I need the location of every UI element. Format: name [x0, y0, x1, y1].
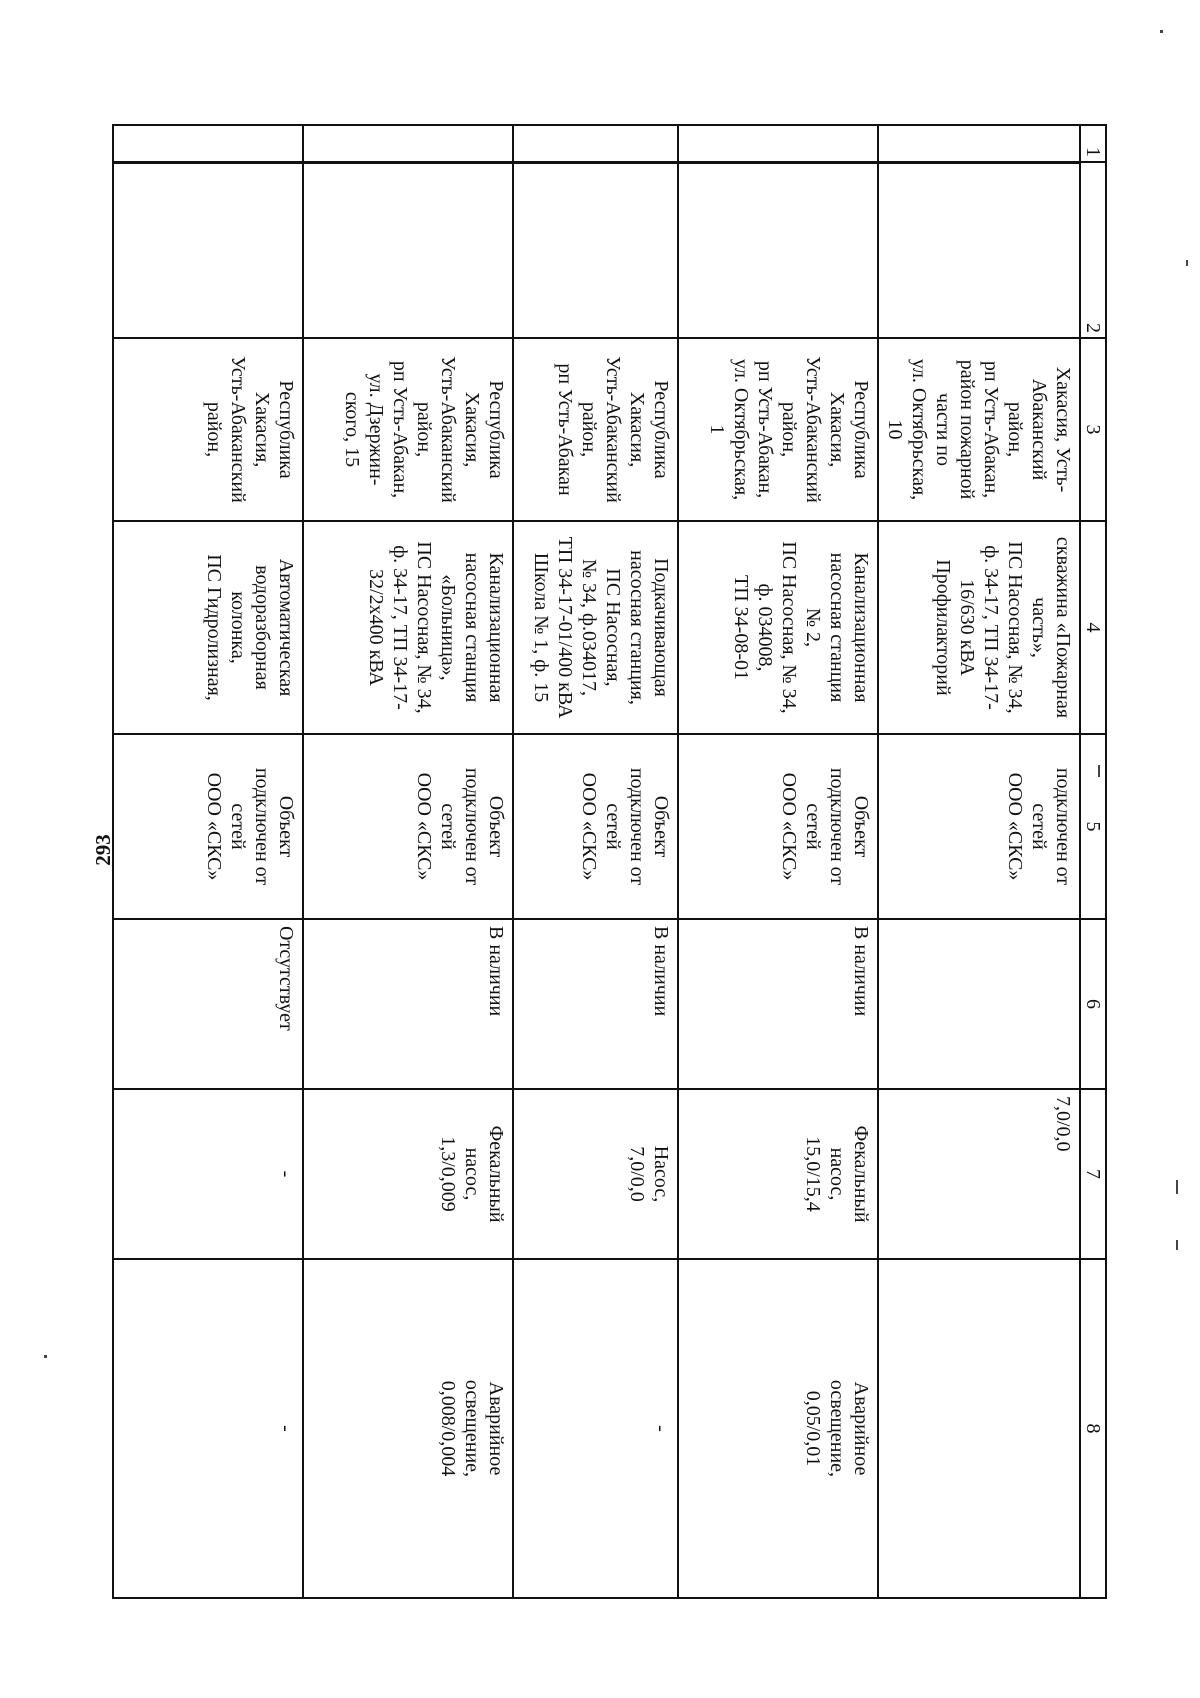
- column-header: 6: [1080, 919, 1106, 1089]
- cell-name: [878, 162, 1080, 338]
- cell-availability: В наличии: [513, 919, 678, 1089]
- cell-object: Автоматическая водоразборная колонка, ПС Гидролизная,: [113, 521, 303, 734]
- table-row: [678, 125, 878, 1598]
- cell-number: [878, 125, 1080, 162]
- cell-availability: В наличии: [678, 919, 878, 1089]
- cell-connection: Объект подключен от сетей ООО «СКС»: [678, 734, 878, 919]
- cell-address: Республика Хакасия, Усть-Абаканский район,: [113, 338, 303, 521]
- column-header: 1: [1080, 125, 1106, 162]
- cell-object: Канализационная насосная станция № 2, ПС Насосная, № 34, ф. 034008, ТП 34-08-01: [678, 521, 878, 734]
- cell-connection: Объект подключен от сетей ООО «СКС»: [113, 734, 303, 919]
- cell-number: [113, 125, 303, 162]
- cell-lighting: -: [513, 1259, 678, 1598]
- table-row: [113, 125, 303, 1598]
- data-table: [112, 124, 1107, 1599]
- cell-connection: подключен от сетей ООО «СКС»: [878, 734, 1080, 919]
- table-row: [513, 125, 678, 1598]
- cell-lighting: -: [113, 1259, 303, 1598]
- column-header: 3: [1080, 338, 1106, 521]
- cell-equipment: Фекальный насос, 15,0/15,4: [678, 1089, 878, 1259]
- cell-availability: В наличии: [303, 919, 513, 1089]
- scan-speck: [1186, 260, 1188, 266]
- cell-lighting: [878, 1259, 1080, 1598]
- cell-connection: Объект подключен от сетей ООО «СКС»: [303, 734, 513, 919]
- cell-number: [678, 125, 878, 162]
- cell-equipment: Фекальный насос, 1,3/0,009: [303, 1089, 513, 1259]
- cell-equipment: -: [113, 1089, 303, 1259]
- cell-object: скважина «Пожарная часть», ПС Насосная, № 34, ф. 34-17, ТП 34-17- 16/630 кВА Профилакторий: [878, 521, 1080, 734]
- table-row: [303, 125, 513, 1598]
- scan-speck: [1160, 30, 1163, 33]
- cell-connection: Объект подключен от сетей ООО «СКС»: [513, 734, 678, 919]
- column-header: 8: [1080, 1259, 1106, 1598]
- cell-lighting: Аварийное освещение, 0,008/0,004: [303, 1259, 513, 1598]
- table-row: [878, 125, 1080, 1598]
- scan-speck: [44, 1355, 47, 1358]
- column-number-row: [1080, 125, 1106, 1598]
- cell-name: [303, 162, 513, 338]
- cell-equipment: Насос, 7,0/0,0: [513, 1089, 678, 1259]
- scan-speck: [1176, 1180, 1178, 1194]
- cell-object: Подкачивающая насосная станция, ПС Насосная, № 34, ф.034017, ТП 34-17-01/400 кВА Школа № 1, ф. 15: [513, 521, 678, 734]
- cell-number: [513, 125, 678, 162]
- cell-lighting: Аварийное освещение, 0,05/0,01: [678, 1259, 878, 1598]
- cell-object: Канализационная насосная станция «Больница», ПС Насосная, № 34, ф. 34-17, ТП 34-17- 32/2х400 кВА: [303, 521, 513, 734]
- cell-address: Республика Хакасия, Усть-Абаканский район, рп Усть-Абакан: [513, 338, 678, 521]
- column-header: 7: [1080, 1089, 1106, 1259]
- cell-availability: [878, 919, 1080, 1089]
- scan-speck: [1176, 1240, 1178, 1250]
- column-header: 2: [1080, 162, 1106, 338]
- column-header: 4: [1080, 521, 1106, 734]
- cell-name: [513, 162, 678, 338]
- cell-address: Хакасия, Усть- Абаканский район, рп Усть-Абакан, район пожарной части по ул. Октябрьская, 10: [878, 338, 1080, 521]
- cell-address: Республика Хакасия, Усть-Абаканский район, рп Усть-Абакан, ул. Дзержин- ского, 15: [303, 338, 513, 521]
- rotated-table-container: [185, 124, 1107, 1597]
- cell-name: [678, 162, 878, 338]
- cell-address: Республика Хакасия, Усть-Абаканский район, рп Усть-Абакан, ул. Октябрьская, 1: [678, 338, 878, 521]
- column-header: 5: [1080, 734, 1106, 919]
- cell-equipment: 7,0/0,0: [878, 1089, 1080, 1259]
- cell-number: [303, 125, 513, 162]
- cell-availability: Отсутствует: [113, 919, 303, 1089]
- cell-name: [113, 162, 303, 338]
- page-number: 293: [91, 834, 115, 866]
